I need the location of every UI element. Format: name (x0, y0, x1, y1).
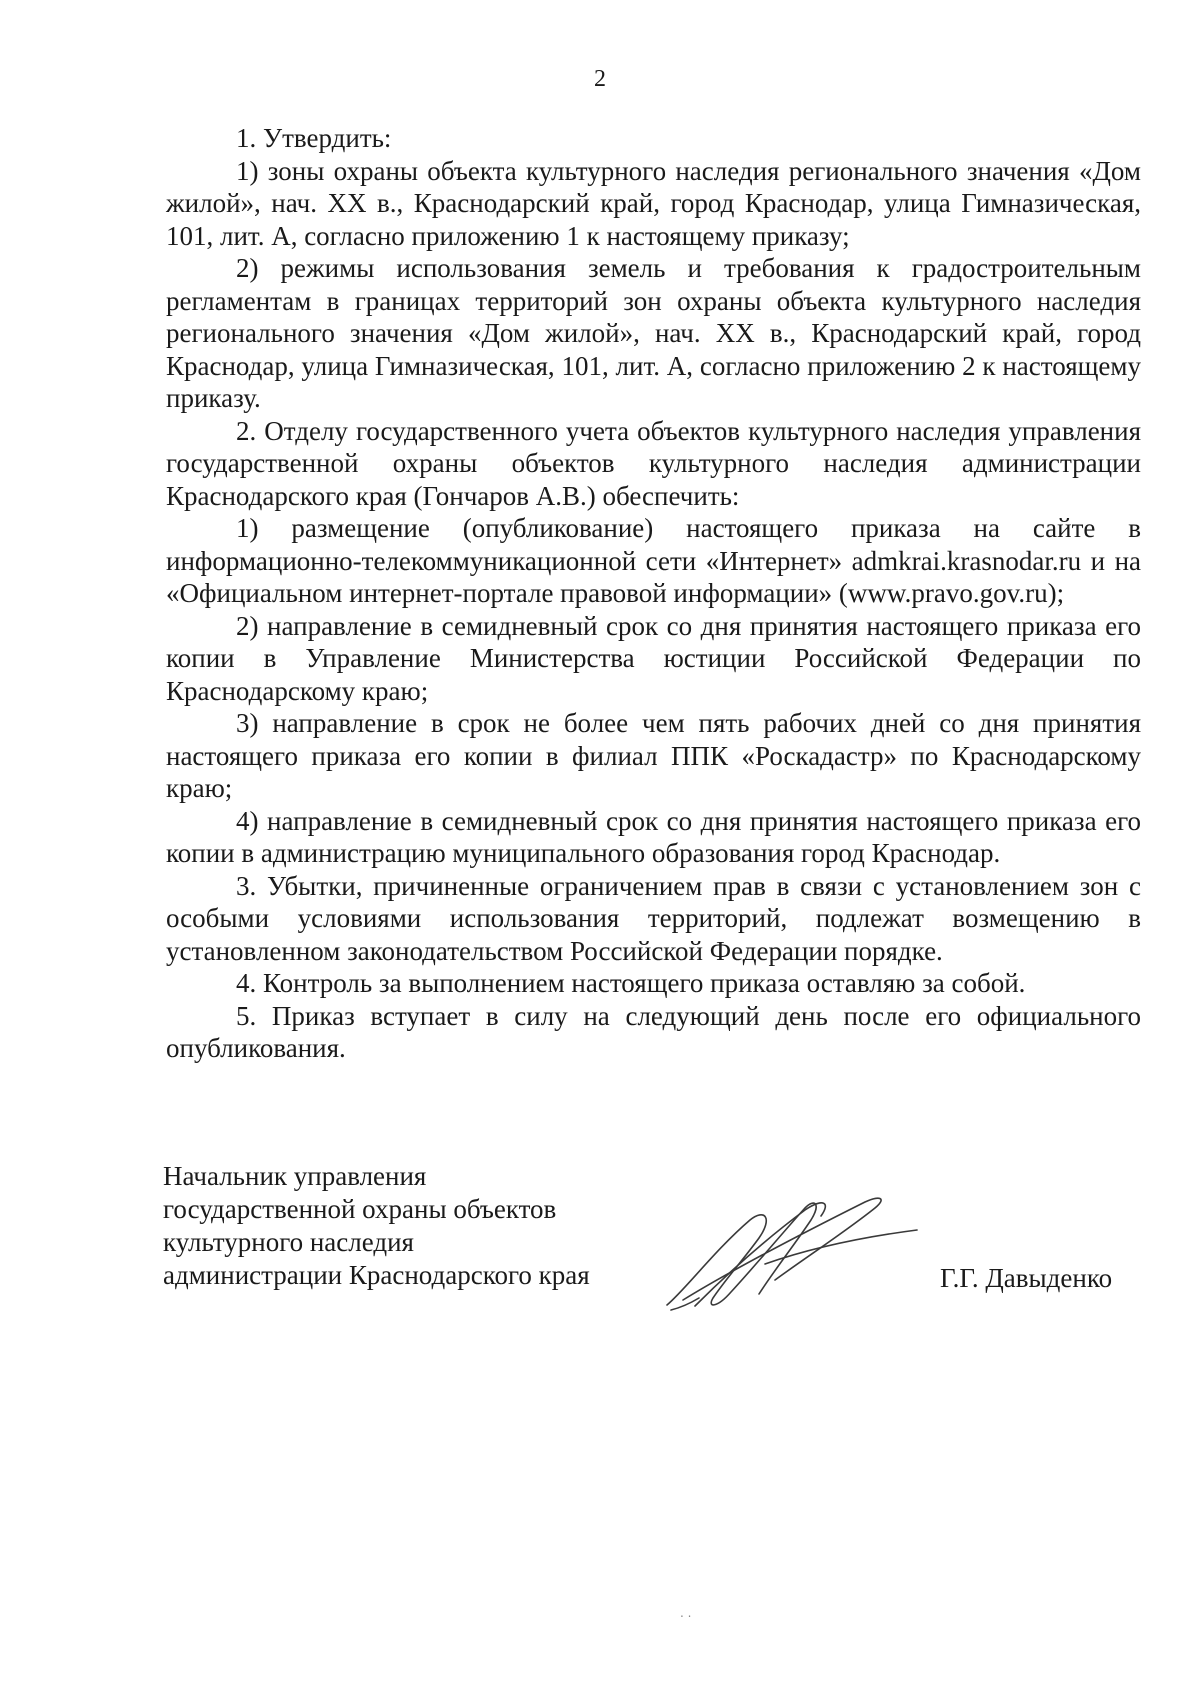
signatory-title (163, 1160, 590, 1292)
paragraph-item-zones: 1) зоны охраны объекта культурного наследия регионального значения «Дом жилой», нач. XX в., Краснодарский край, город Краснодар, улица Гимназическая, 101, лит. А, согласно приложению 1 к настоящему приказу; (166, 155, 1141, 251)
paragraph-item-publication: 1) размещение (опубликование) настоящего приказа на сайте в информационно-телекоммуникационной сети «Интернет» admkrai.krasnodar.ru и на «Официальном интернет-портале правовой информации» (www.pravo.gov.ru); (166, 513, 1141, 608)
signatory-title-line: Начальник управления (163, 1161, 427, 1191)
paragraph-control: 4. Контроль за выполнением настоящего приказа оставляю за собой. (236, 968, 1026, 998)
page-number: 2 (594, 66, 606, 92)
document-body (166, 122, 1141, 1065)
paragraph-item-roskadastr-copy: 3) направление в срок не более чем пять рабочих дней со дня принятия настоящего приказа его копии в филиал ППК «Роскадастр» по Краснодарскому краю; (166, 708, 1141, 803)
signatory-name: Г.Г. Давыденко (940, 1263, 1113, 1293)
paragraph-department-duty: 2. Отделу государственного учета объектов культурного наследия управления государственной охраны объектов культурного наследия администрации Краснодарского края (Гончаров А.В.) обеспечить: (166, 415, 1141, 511)
paragraph-item-municipality-copy: 4) направление в семидневный срок со дня принятия настоящего приказа его копии в администрацию муниципального образования город Краснодар. (166, 805, 1141, 868)
paragraph-approve: 1. Утвердить: (236, 123, 392, 153)
scan-speck: . . (680, 1606, 692, 1620)
paragraph-item-regimes: 2) режимы использования земель и требования к градостроительным регламентам в границах территорий зон охраны объекта культурного наследия регионального значения «Дом жилой», нач. XX в., Краснодарский край, город Краснодар, улица Гимназическая, 101, лит. А, согласно приложению 2 к настоящему приказу. (166, 253, 1141, 413)
signatory-title-line: администрации Краснодарского края (163, 1260, 590, 1290)
signatory-title-line: культурного наследия (163, 1227, 414, 1257)
paragraph-losses: 3. Убытки, причиненные ограничением прав в связи с установлением зон с особыми условиями использования территорий, подлежат возмещению в установленном законодательством Российской Федерации порядке. (166, 870, 1141, 966)
paragraph-entry-into-force: 5. Приказ вступает в силу на следующий день после его официального опубликования. (166, 1000, 1141, 1063)
paragraph-item-ministry-copy: 2) направление в семидневный срок со дня принятия настоящего приказа его копии в Управление Министерства юстиции Российской Федерации по Краснодарскому краю; (166, 610, 1141, 706)
handwritten-signature (655, 1180, 925, 1320)
signatory-title-line: государственной охраны объектов (163, 1194, 557, 1224)
